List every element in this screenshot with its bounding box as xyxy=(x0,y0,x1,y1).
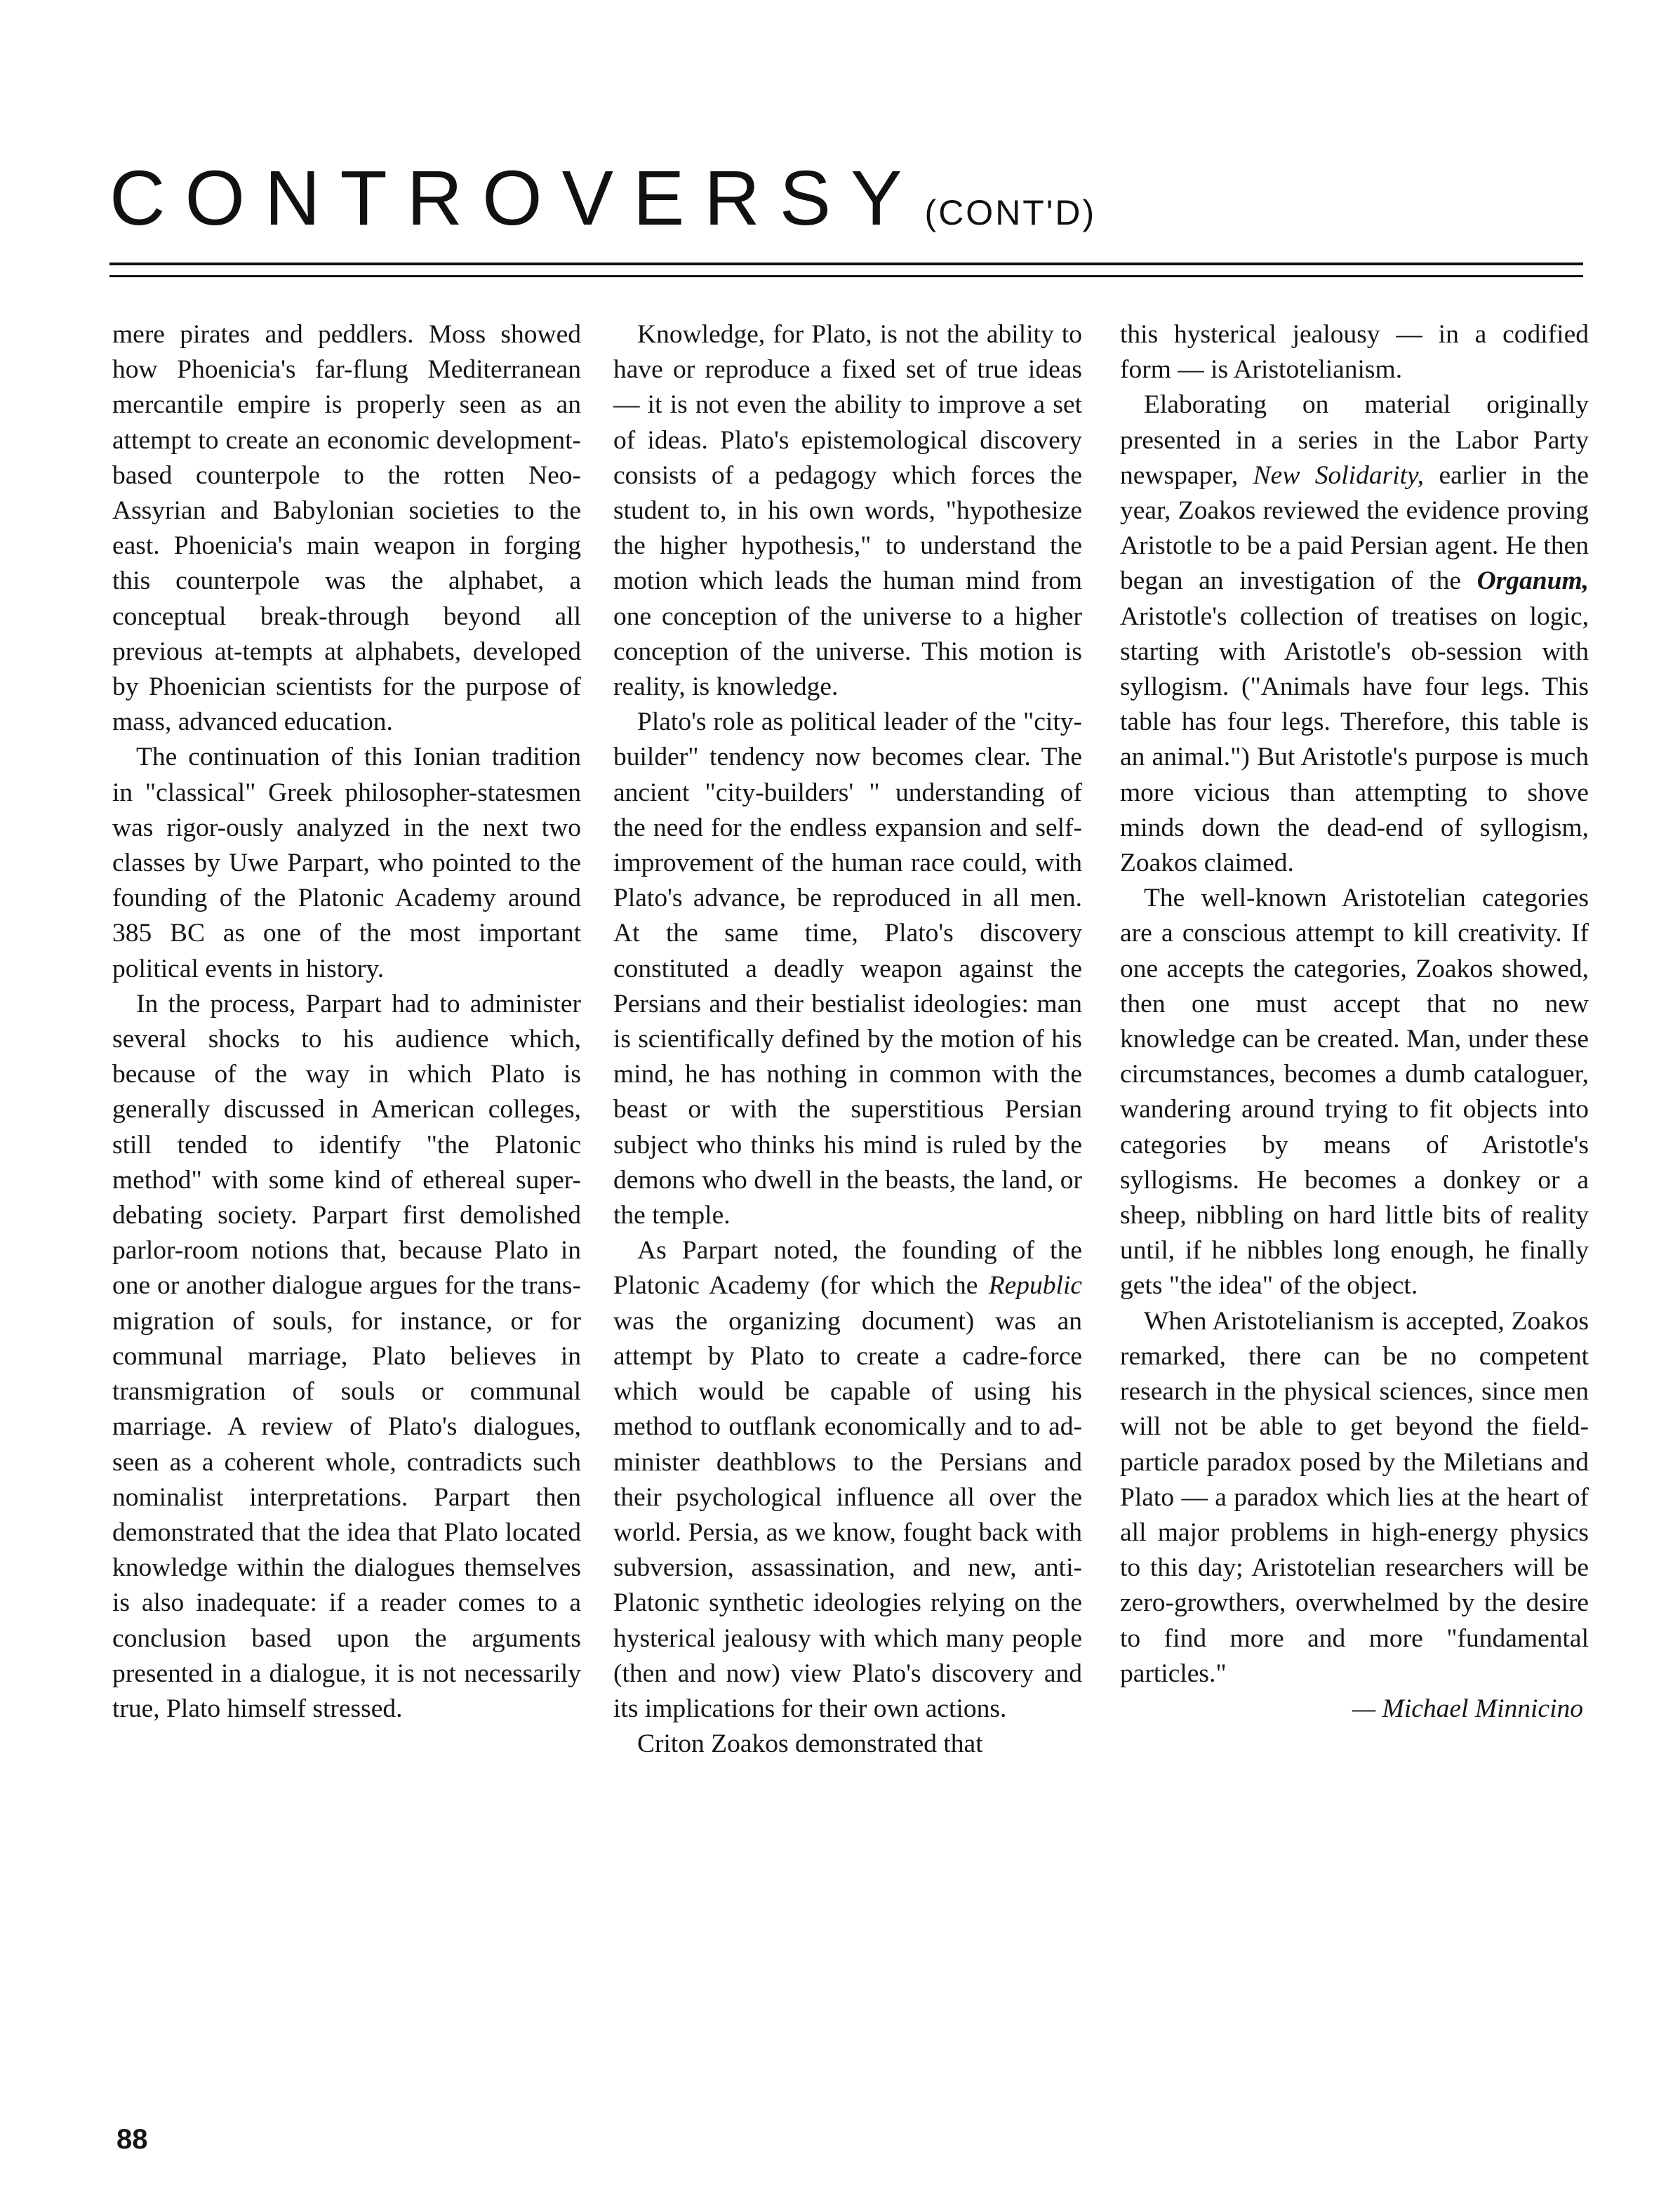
header-rule-top xyxy=(109,263,1583,265)
paragraph: The well-known Aristotelian categories are a conscious attempt to kill creativity. If one accepts the categories, Zoakos showed, then one must accept that no new knowledge can be created. Man, under these circumstances, becomes a dumb cataloguer, wandering around trying to fit objects into categories by means of Aristotle's syllogisms. He becomes a donkey or a sheep, nibbling on hard little bits of reality until, if he nibbles long enough, he finally gets "the idea" of the object. xyxy=(1120,884,1589,1301)
paragraph xyxy=(613,1233,1082,1727)
section-subtitle: (CONT'D) xyxy=(924,193,1097,232)
newspaper-title: New Solidarity, xyxy=(1253,460,1424,490)
paragraph-text: As Parpart noted, the founding of the Platonic Academy (for which the xyxy=(613,1236,1082,1301)
paragraph-text: earlier in the year, Zoakos reviewed the evidence proving Aristotle to be a paid Persian agent. He then began an investigation of the xyxy=(1120,460,1589,596)
paragraph: In the process, Parpart had to administer several shocks to his audience which, because of the way in which Plato is generally discussed in American colleges, still tended to identify "the Platonic method" with some kind of ethereal super-debating society. Parpart first demolished parlor-room notions that, because Plato in one or another dialogue argues for the trans-migration of souls, for instance, or for communal marriage, Plato believes in transmigration of souls or communal marriage. A review of Plato's dialogues, seen as a coherent whole, contradicts such nominalist interpretations. Parpart then demonstrated that the idea that Plato located knowledge within the dialogues themselves is also inadequate: if a reader comes to a conclusion based upon the arguments presented in a dialogue, it is not necessarily true, Plato himself stressed. xyxy=(112,989,581,1723)
paragraph: Knowledge, for Plato, is not the ability to have or reproduce a fixed set of true ideas — it is not even the ability to improve a set of ideas. Plato's epistemological discovery consists of a pedagogy which forces the student to, in his own words, "hypothesize the higher hypothesis," to understand the motion which leads the human mind from one conception of the universe to a higher conception of the universe. This motion is reality, is knowledge. xyxy=(613,320,1082,702)
book-title: Republic xyxy=(988,1271,1083,1301)
article-column-1 xyxy=(112,317,581,1727)
paragraph-text: was the organizing document) was an attempt by Plato to create a cadre-force which would be capable of using his method to outflank economically and to ad-minister deathblows to the Persians and their psychological influence all over the world. Persia, as we know, fought back with subversion, assassination, and new, anti-Platonic synthetic ideologies relying on the hysterical jealousy with which many people (then and now) view Plato's discovery and its implications for their own actions. xyxy=(613,1306,1082,1723)
section-header xyxy=(109,155,1583,244)
author-signature: — Michael Minnicino xyxy=(1352,1694,1583,1723)
paragraph: Plato's role as political leader of the "city-builder" tendency now becomes clear. The ancient "city-builders' " understanding of the need for the endless expansion and self-improvement of the human race could, with Plato's advance, be reproduced in all men. At the same time, Plato's discovery constituted a deadly weapon against the Persians and their bestialist ideologies: man is scientifically defined by the motion of his mind, he has nothing in common with the beast or with the superstitious Persian subject who thinks his mind is ruled by the demons who dwell in the beasts, the land, or the temple. xyxy=(613,708,1082,1230)
paragraph-text: Elaborating on material originally presented in a series in the Labor Party newspaper, xyxy=(1120,390,1589,490)
paragraph: When Aristotelianism is accepted, Zoakos remarked, there can be no competent research in the physical sciences, since men will not be able to get beyond the field-particle paradox posed by the Miletians and Plato — a paradox which lies at the heart of all major problems in high-energy physics to this day; Aristotelian researchers will be zero-growthers, overwhelmed by the desire to find more and more "fundamental particles." xyxy=(1120,1306,1589,1688)
book-title: Organum, xyxy=(1476,566,1589,596)
paragraph: Criton Zoakos demonstrated that xyxy=(637,1729,983,1759)
paragraph: mere pirates and peddlers. Moss showed how Phoenicia's far-flung Mediterranean mercantile empire is properly seen as an attempt to create an economic development-based counterpole to the rotten Neo-Assyrian and Babylonian societies to the east. Phoenicia's main weapon in forging this counterpole was the alphabet, a conceptual break-through beyond all previous at-tempts at alphabets, developed by Phoenician scientists for the purpose of mass, advanced education. xyxy=(112,320,581,737)
paragraph-text: Aristotle's collection of treatises on logic, starting with Aristotle's ob-session with syllogism. ("Animals have four legs. This table has four legs. Therefore, this table is an animal.") But Aristotle's purpose is much more vicious than attempting to shove minds down the dead-end of syllogism, Zoakos claimed. xyxy=(1120,602,1589,878)
page-number: 88 xyxy=(116,2124,148,2155)
article-column-2 xyxy=(613,317,1082,1762)
paragraph xyxy=(1120,387,1589,881)
section-title: CONTROVERSY xyxy=(109,155,922,241)
paragraph: this hysterical jealousy — in a codified form — is Aristotelianism. xyxy=(1120,320,1589,385)
header-rule-bottom xyxy=(109,275,1583,277)
article-column-3 xyxy=(1120,317,1589,1727)
paragraph: The continuation of this Ionian tradition in "classical" Greek philosopher-statesmen was rigor-ously analyzed in the next two classes by Uwe Parpart, who pointed to the founding of the Platonic Academy around 385 BC as one of the most important political events in history. xyxy=(112,743,581,983)
